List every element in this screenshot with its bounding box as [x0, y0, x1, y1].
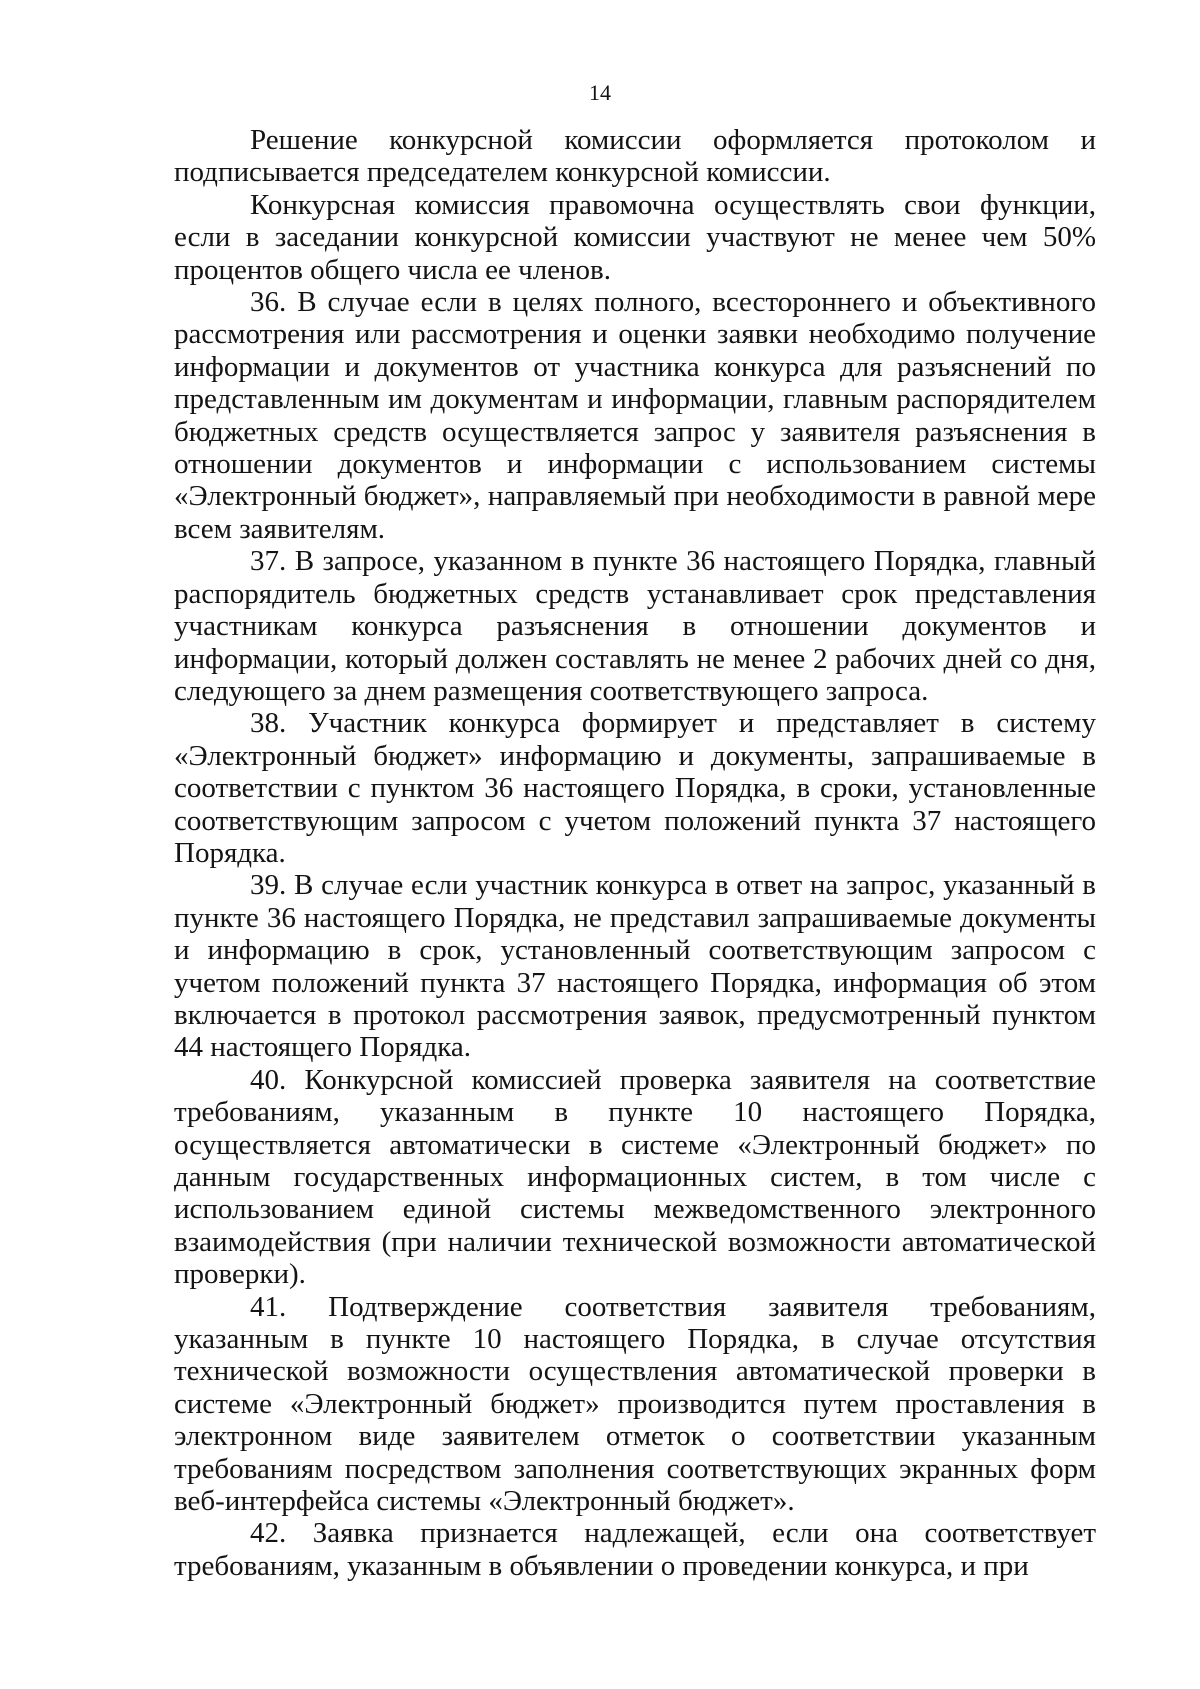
page-number: 14 — [589, 80, 611, 105]
paragraph-41: 41. Подтверждение соответствия заявителя требованиям, указанным в пункте 10 настоящего Порядка, в случае отсутствия технической возможности осуществления автоматической проверки в системе «Электронный бюджет» производится путем проставления в электронном виде заявителем отметок о соответствии указанным требованиям посредством заполнения соответствующих экранных форм веб-интерфейса системы «Электронный бюджет». — [174, 1290, 1096, 1518]
paragraph-40: 40. Конкурсной комиссией проверка заявителя на соответствие требованиям, указанным в пункте 10 настоящего Порядка, осуществляется автоматически в системе «Электронный бюджет» по данным государственных информационных систем, в том числе с использованием единой системы межведомственного электронного взаимодействия (при наличии технической возможности автоматической проверки). — [174, 1063, 1096, 1291]
page-body — [174, 124, 1096, 1582]
paragraph-39: 39. В случае если участник конкурса в ответ на запрос, указанный в пункте 36 настоящего Порядка, не представил запрашиваемые документы и информацию в срок, установленный соответствующим запросом с учетом положений пункта 37 настоящего Порядка, информация об этом включается в протокол рассмотрения заявок, предусмотренный пунктом 44 настоящего Порядка. — [174, 869, 1096, 1064]
paragraph-commission-decision: Решение конкурсной комиссии оформляется протоколом и подписывается председателем конкурсной комиссии. — [174, 124, 1096, 189]
paragraph-37: 37. В запросе, указанном в пункте 36 настоящего Порядка, главный распорядитель бюджетных средств устанавливает срок представления участникам конкурса разъяснения в отношении документов и информации, который должен составлять не менее 2 рабочих дней со дня, следующего за днем размещения соответствующего запроса. — [174, 545, 1096, 707]
paragraph-42: 42. Заявка признается надлежащей, если она соответствует требованиям, указанным в объявлении о проведении конкурса, и при — [174, 1517, 1096, 1582]
paragraph-38: 38. Участник конкурса формирует и представляет в систему «Электронный бюджет» информацию и документы, запрашиваемые в соответствии с пунктом 36 настоящего Порядка, в сроки, установленные соответствующим запросом с учетом положений пункта 37 настоящего Порядка. — [174, 707, 1096, 869]
paragraph-36: 36. В случае если в целях полного, всестороннего и объективного рассмотрения или рассмотрения и оценки заявки необходимо получение информации и документов от участника конкурса для разъяснений по представленным им документам и информации, главным распорядителем бюджетных средств осуществляется запрос у заявителя разъяснения в отношении документов и информации с использованием системы «Электронный бюджет», направляемый при необходимости в равной мере всем заявителям. — [174, 286, 1096, 545]
paragraph-commission-quorum: Конкурсная комиссия правомочна осуществлять свои функции, если в заседании конкурсной комиссии участвуют не менее чем 50% процентов общего числа ее членов. — [174, 188, 1096, 286]
